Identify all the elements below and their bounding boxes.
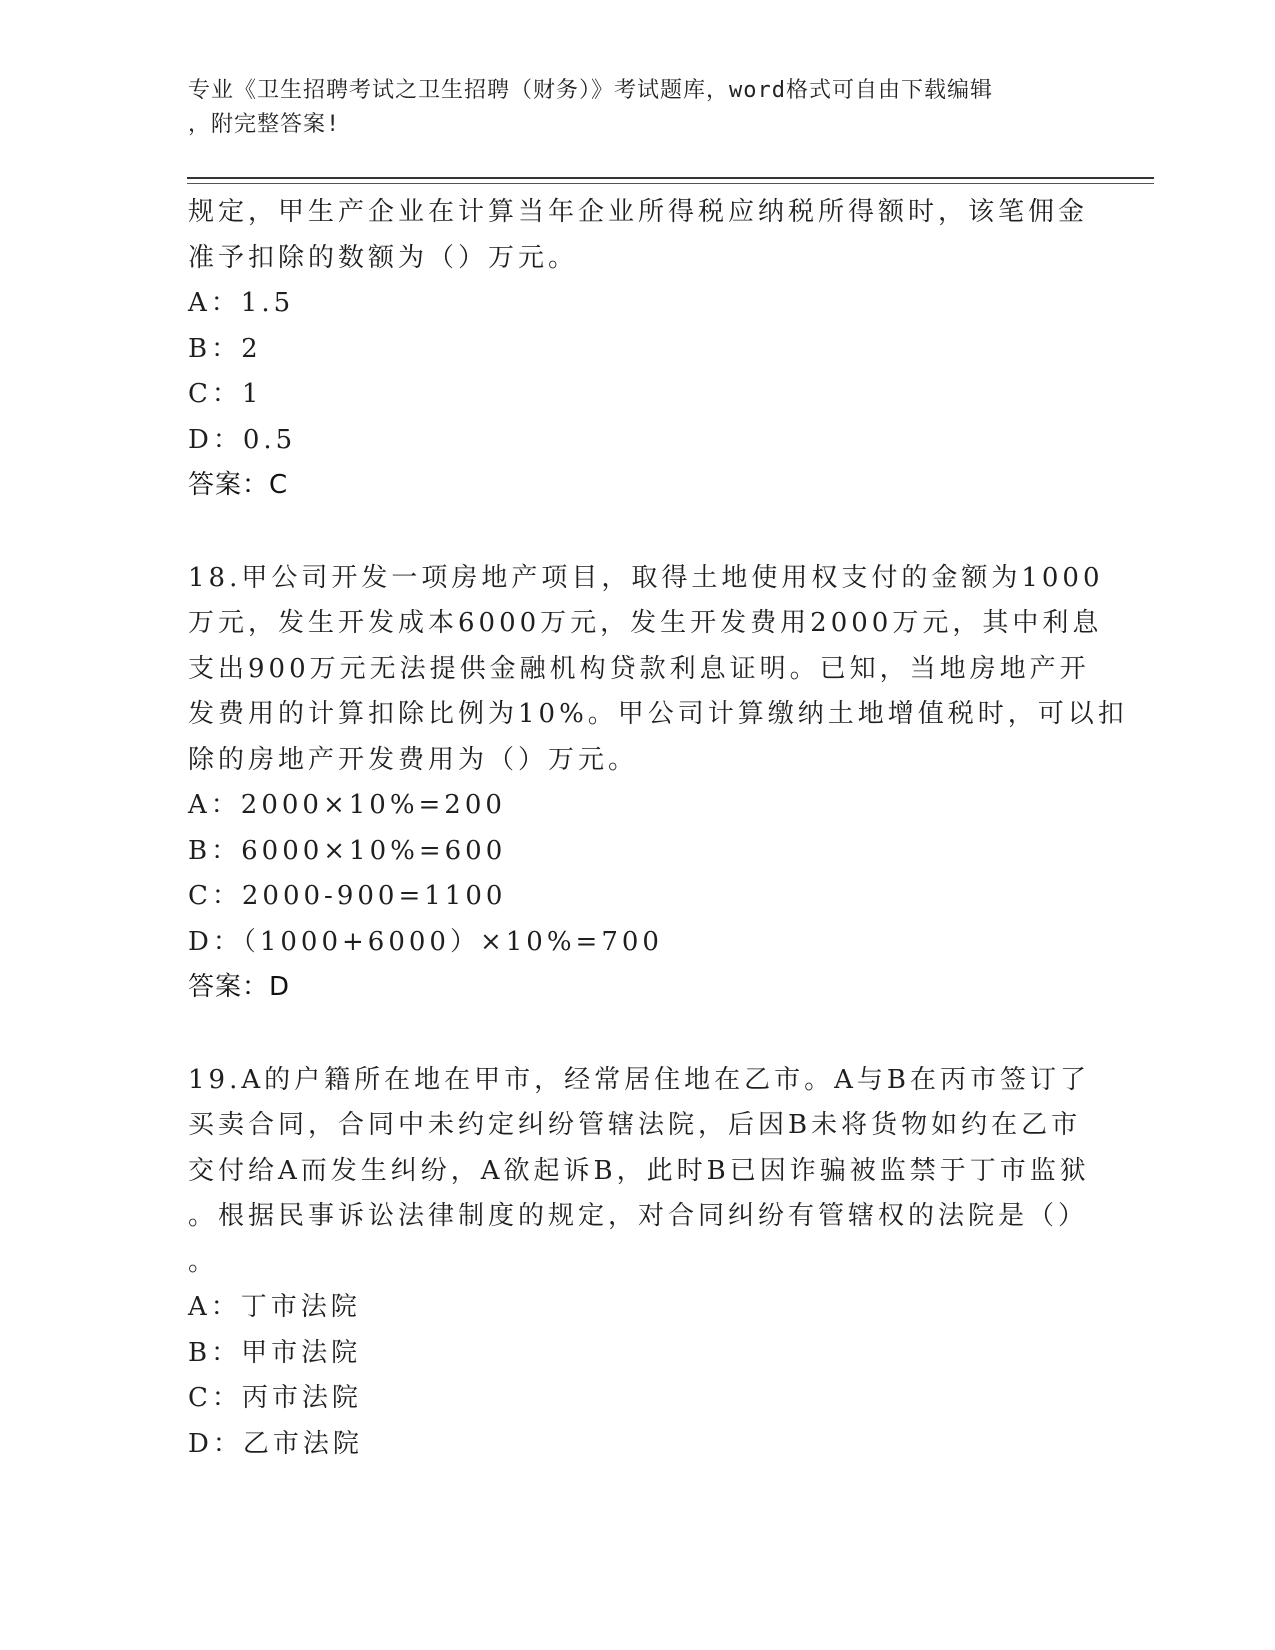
question-19-block [188, 1058, 1091, 1468]
question-19-stem-line: 交付给A而发生纠纷，A欲起诉B，此时B已因诈骗被监禁于丁市监狱 [188, 1155, 1090, 1186]
document-header [188, 74, 1088, 142]
question-19-stem-line: 。根据民事诉讼法律制度的规定，对合同纠纷有管辖权的法院是（） [188, 1201, 1089, 1231]
question-19-option-a: A：丁市法院 [188, 1292, 361, 1322]
question-18-option-b: B：6000×10%=600 [188, 835, 507, 866]
question-19-stem-line: 买卖合同，合同中未约定纠纷管辖法院，后因B未将货物如约在乙市 [188, 1110, 1082, 1140]
question-19-option-b: B：甲市法院 [188, 1337, 362, 1368]
question-17-option-a: A：1.5 [188, 288, 295, 318]
question-18-option-d: D：（1000+6000）×10%=700 [188, 926, 663, 957]
question-18-stem-line: 18.甲公司开发一项房地产项目，取得土地使用权支付的金额为1000 [188, 562, 1104, 593]
question-18-option-a: A：2000×10%=200 [188, 790, 506, 820]
question-17-answer: 答案：C [188, 470, 289, 500]
question-18-stem-line: 除的房地产开发费用为（）万元。 [188, 744, 639, 775]
spacer [188, 509, 1088, 556]
question-17-block [188, 190, 1088, 509]
header-line-1: 专业《卫生招聘考试之卫生招聘（财务）》考试题库，word格式可自由下载编辑 [188, 78, 993, 103]
header-divider-thin [187, 183, 1154, 184]
question-17-option-d: D：0.5 [188, 424, 297, 455]
question-18-option-c: C：2000-900=1100 [188, 881, 507, 911]
question-18-stem-line: 支出900万元无法提供金融机构贷款利息证明。已知，当地房地产开 [188, 653, 1090, 684]
question-17-stem-line: 规定，甲生产企业在计算当年企业所得税应纳税所得额时，该笔佣金 [188, 197, 1089, 227]
spacer [188, 1011, 1088, 1058]
question-19-stem-line: 。 [188, 1246, 219, 1277]
question-19-option-d: D：乙市法院 [188, 1428, 363, 1459]
question-18-stem-line: 发费用的计算扣除比例为10%。甲公司计算缴纳土地增值税时，可以扣 [188, 699, 1128, 729]
question-18-stem-line: 万元，发生开发成本6000万元，发生开发费用2000万元，其中利息 [188, 608, 1103, 638]
question-17-option-b: B：2 [188, 333, 262, 364]
question-19-option-c: C：丙市法院 [188, 1383, 362, 1413]
question-17-stem-line: 准予扣除的数额为（）万元。 [188, 242, 579, 273]
question-19-stem-line: 19.A的户籍所在地在甲市，经常居住地在乙市。A与B在丙市签订了 [188, 1064, 1091, 1095]
header-line-2: ，附完整答案! [188, 112, 341, 137]
question-18-block [188, 556, 1128, 1011]
question-18-answer: 答案：D [188, 972, 291, 1002]
header-divider-thick [187, 177, 1154, 179]
question-17-option-c: C：1 [188, 379, 263, 409]
question-content [188, 190, 1128, 1467]
